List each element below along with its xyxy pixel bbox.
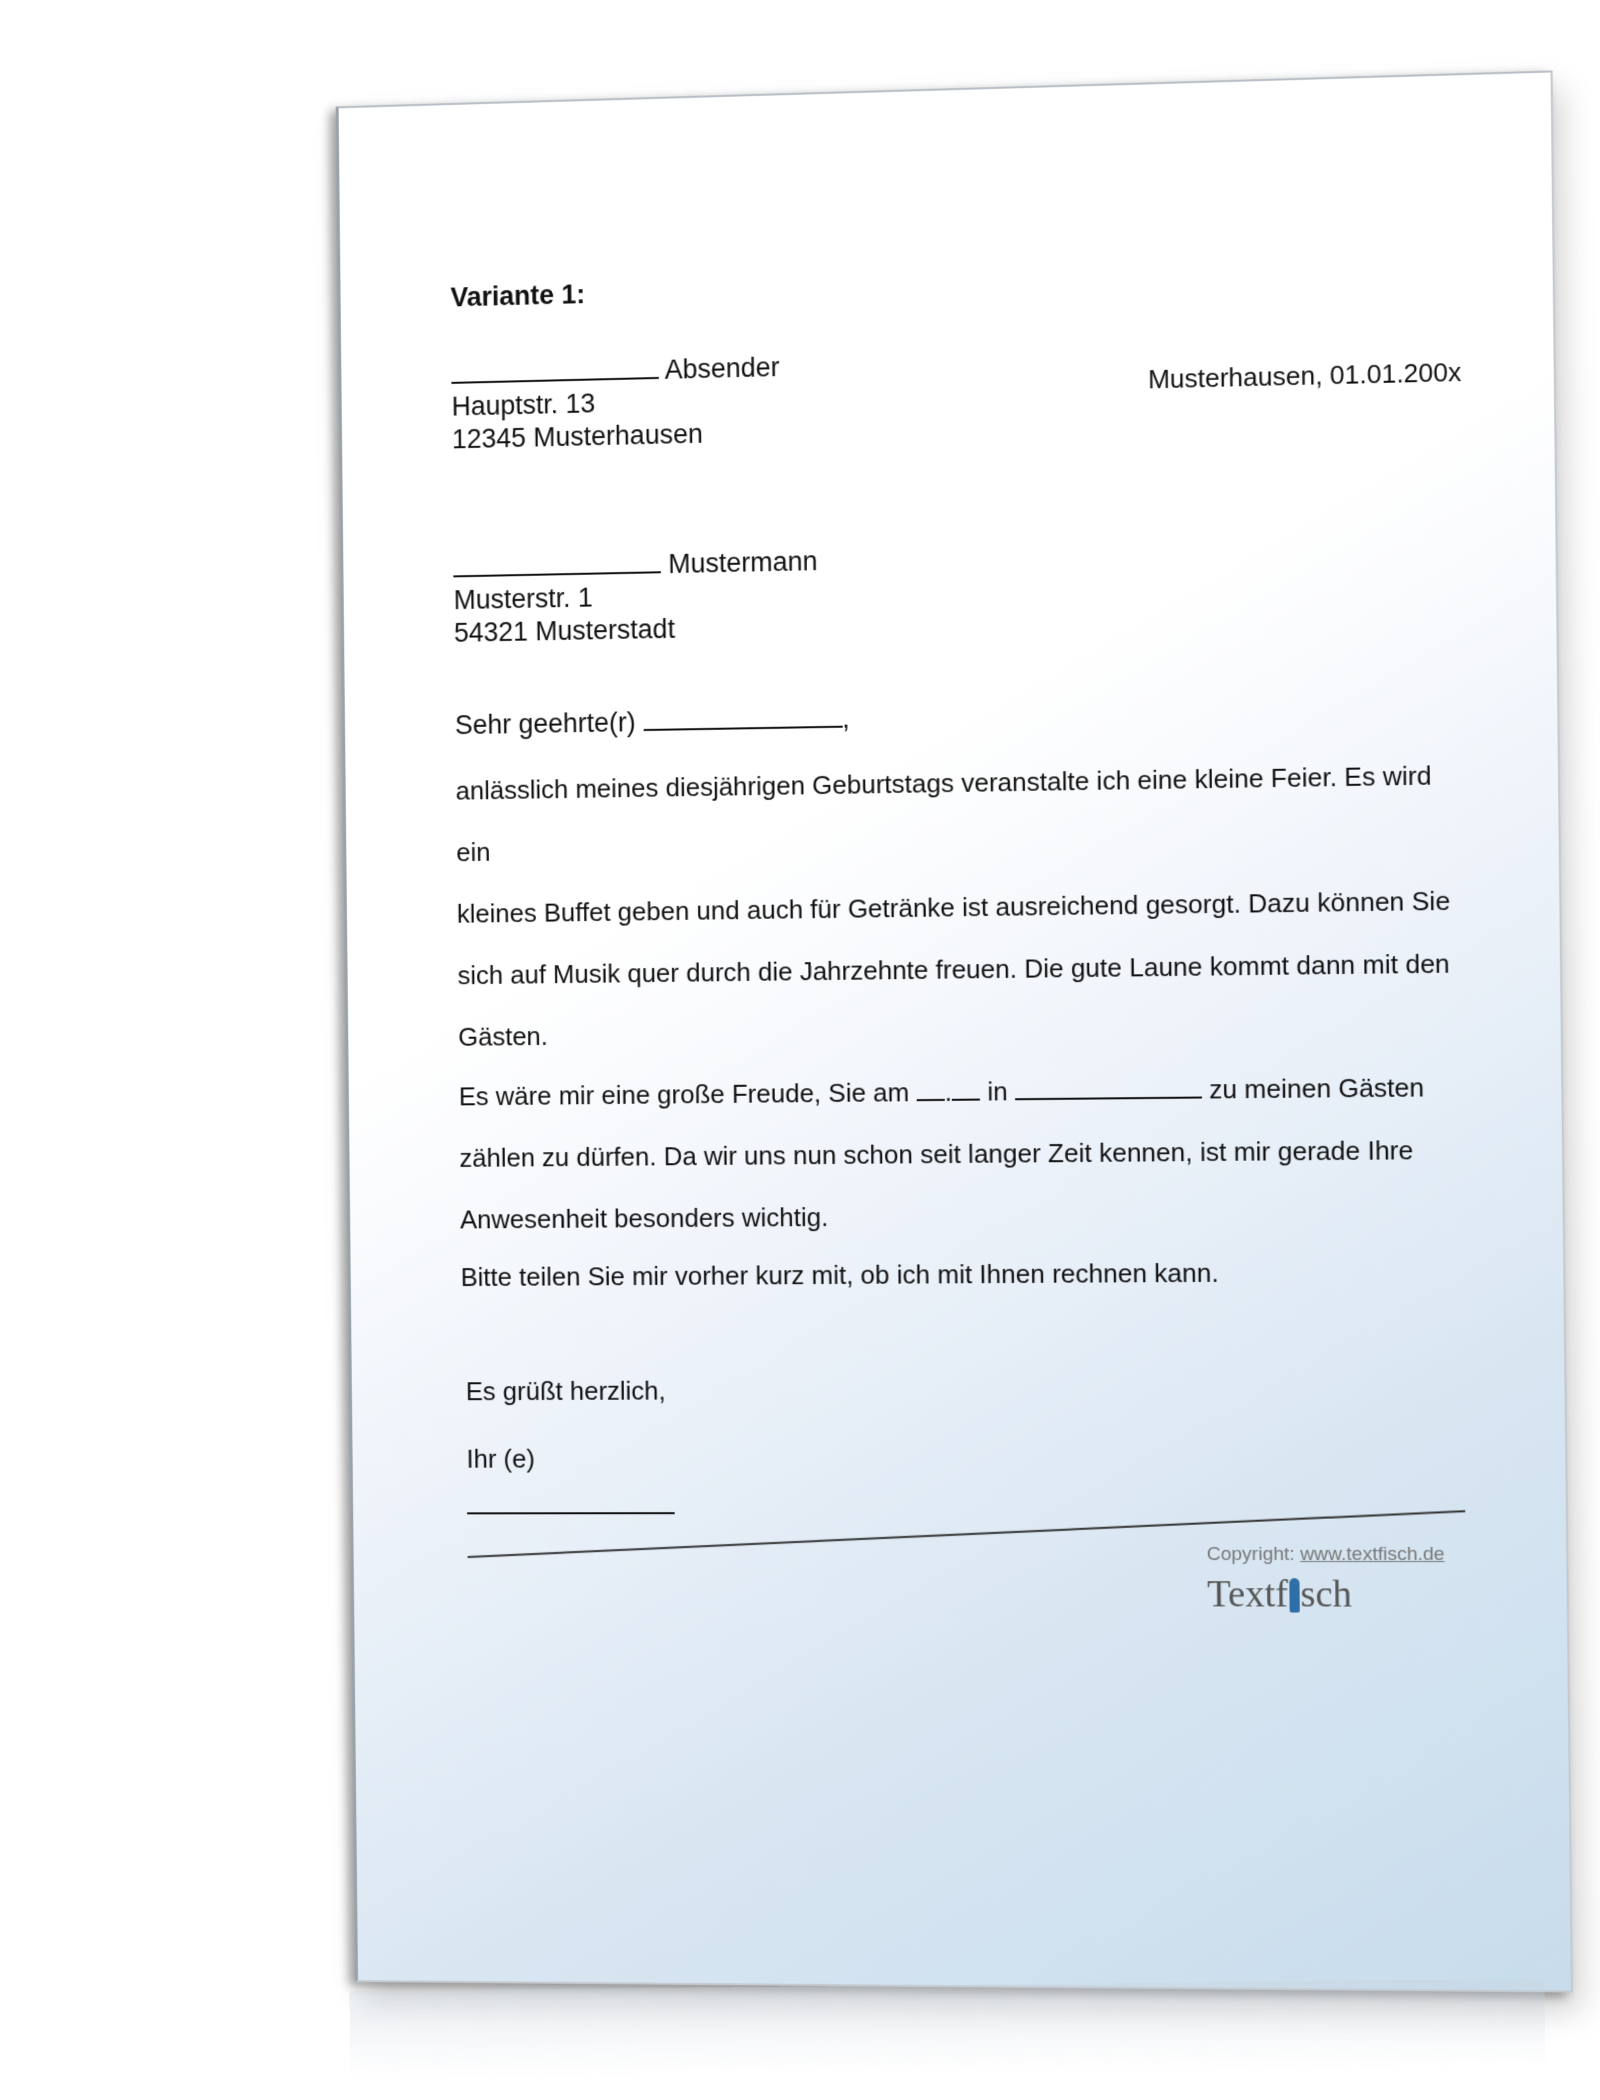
copyright-link[interactable]: www.textfisch.de bbox=[1300, 1543, 1445, 1566]
textfisch-logo bbox=[1207, 1572, 1352, 1618]
sender-street: Hauptstr. 13 bbox=[451, 388, 596, 422]
recipient-name-label: Mustermann bbox=[668, 546, 818, 580]
sender-name-label: Absender bbox=[664, 352, 780, 385]
location-blank bbox=[1015, 1072, 1202, 1100]
recipient-name-blank bbox=[453, 547, 661, 577]
copyright-notice bbox=[1207, 1544, 1445, 1567]
day-blank bbox=[916, 1075, 944, 1101]
paragraph-rsvp: Bitte teilen Sie mir vorher kurz mit, ob ich mit Ihnen rechnen kann. bbox=[460, 1257, 1219, 1292]
paragraph2-start: Es wäre mir eine große Freude, Sie am bbox=[458, 1077, 910, 1112]
paragraph2-end: zu meinen Gästen bbox=[1208, 1072, 1425, 1105]
paragraph1-line: Gästen. bbox=[458, 1021, 549, 1052]
date-separator: . bbox=[944, 1076, 953, 1107]
month-blank bbox=[952, 1074, 980, 1100]
recipient-street: Musterstr. 1 bbox=[453, 582, 593, 616]
recipient-city: 54321 Musterstadt bbox=[453, 613, 676, 648]
copyright-label: Copyright: bbox=[1206, 1543, 1295, 1566]
paragraph2-in: in bbox=[987, 1076, 1008, 1107]
closing-greeting: Es grüßt herzlich, bbox=[465, 1375, 666, 1407]
paragraph1-line: kleines Buffet geben und auch für Getränke ist ausreichend gesorgt. Dazu können Sie bbox=[456, 885, 1451, 929]
salutation bbox=[455, 702, 850, 742]
salutation-prefix: Sehr geehrte(r) bbox=[454, 707, 636, 741]
sender-name-blank bbox=[451, 353, 659, 384]
paragraph-request bbox=[458, 1056, 1464, 1251]
page-reflection bbox=[350, 1979, 1546, 2082]
sender-block bbox=[451, 350, 780, 455]
signature-prefix: Ihr (e) bbox=[466, 1443, 536, 1474]
paragraph1-line: sich auf Musik quer durch die Jahrzehnte freuen. Die gute Laune kommt dann mit den bbox=[457, 948, 1450, 991]
paragraph2-line3: Anwesenheit besonders wichtig. bbox=[459, 1201, 829, 1235]
date-line: Musterhausen, 01.01.200x bbox=[1147, 356, 1462, 395]
salutation-blank bbox=[643, 702, 842, 731]
variant-heading: Variante 1: bbox=[450, 279, 586, 313]
letter-page bbox=[336, 70, 1573, 1992]
letter-content bbox=[449, 75, 1462, 1616]
closing-block bbox=[465, 1357, 666, 1493]
signature-line bbox=[467, 1512, 675, 1514]
paragraph2-line1 bbox=[458, 1056, 1463, 1128]
paragraph1-line: anlässlich meines diesjährigen Geburtstags veranstalte ich eine kleine Feier. Es wird ein bbox=[455, 760, 1432, 868]
paragraph2-line2: zählen zu dürfen. Da wir uns nun schon seit langer Zeit kennen, ist mir gerade Ihre bbox=[459, 1135, 1414, 1173]
salutation-suffix: , bbox=[842, 703, 850, 734]
fish-icon bbox=[1289, 1578, 1300, 1612]
logo-text-left: Textf bbox=[1206, 1573, 1289, 1616]
recipient-block bbox=[453, 544, 818, 649]
paragraph-invitation bbox=[455, 744, 1462, 1068]
logo-text-right: sch bbox=[1300, 1573, 1353, 1616]
sender-city: 12345 Musterhausen bbox=[451, 418, 703, 455]
